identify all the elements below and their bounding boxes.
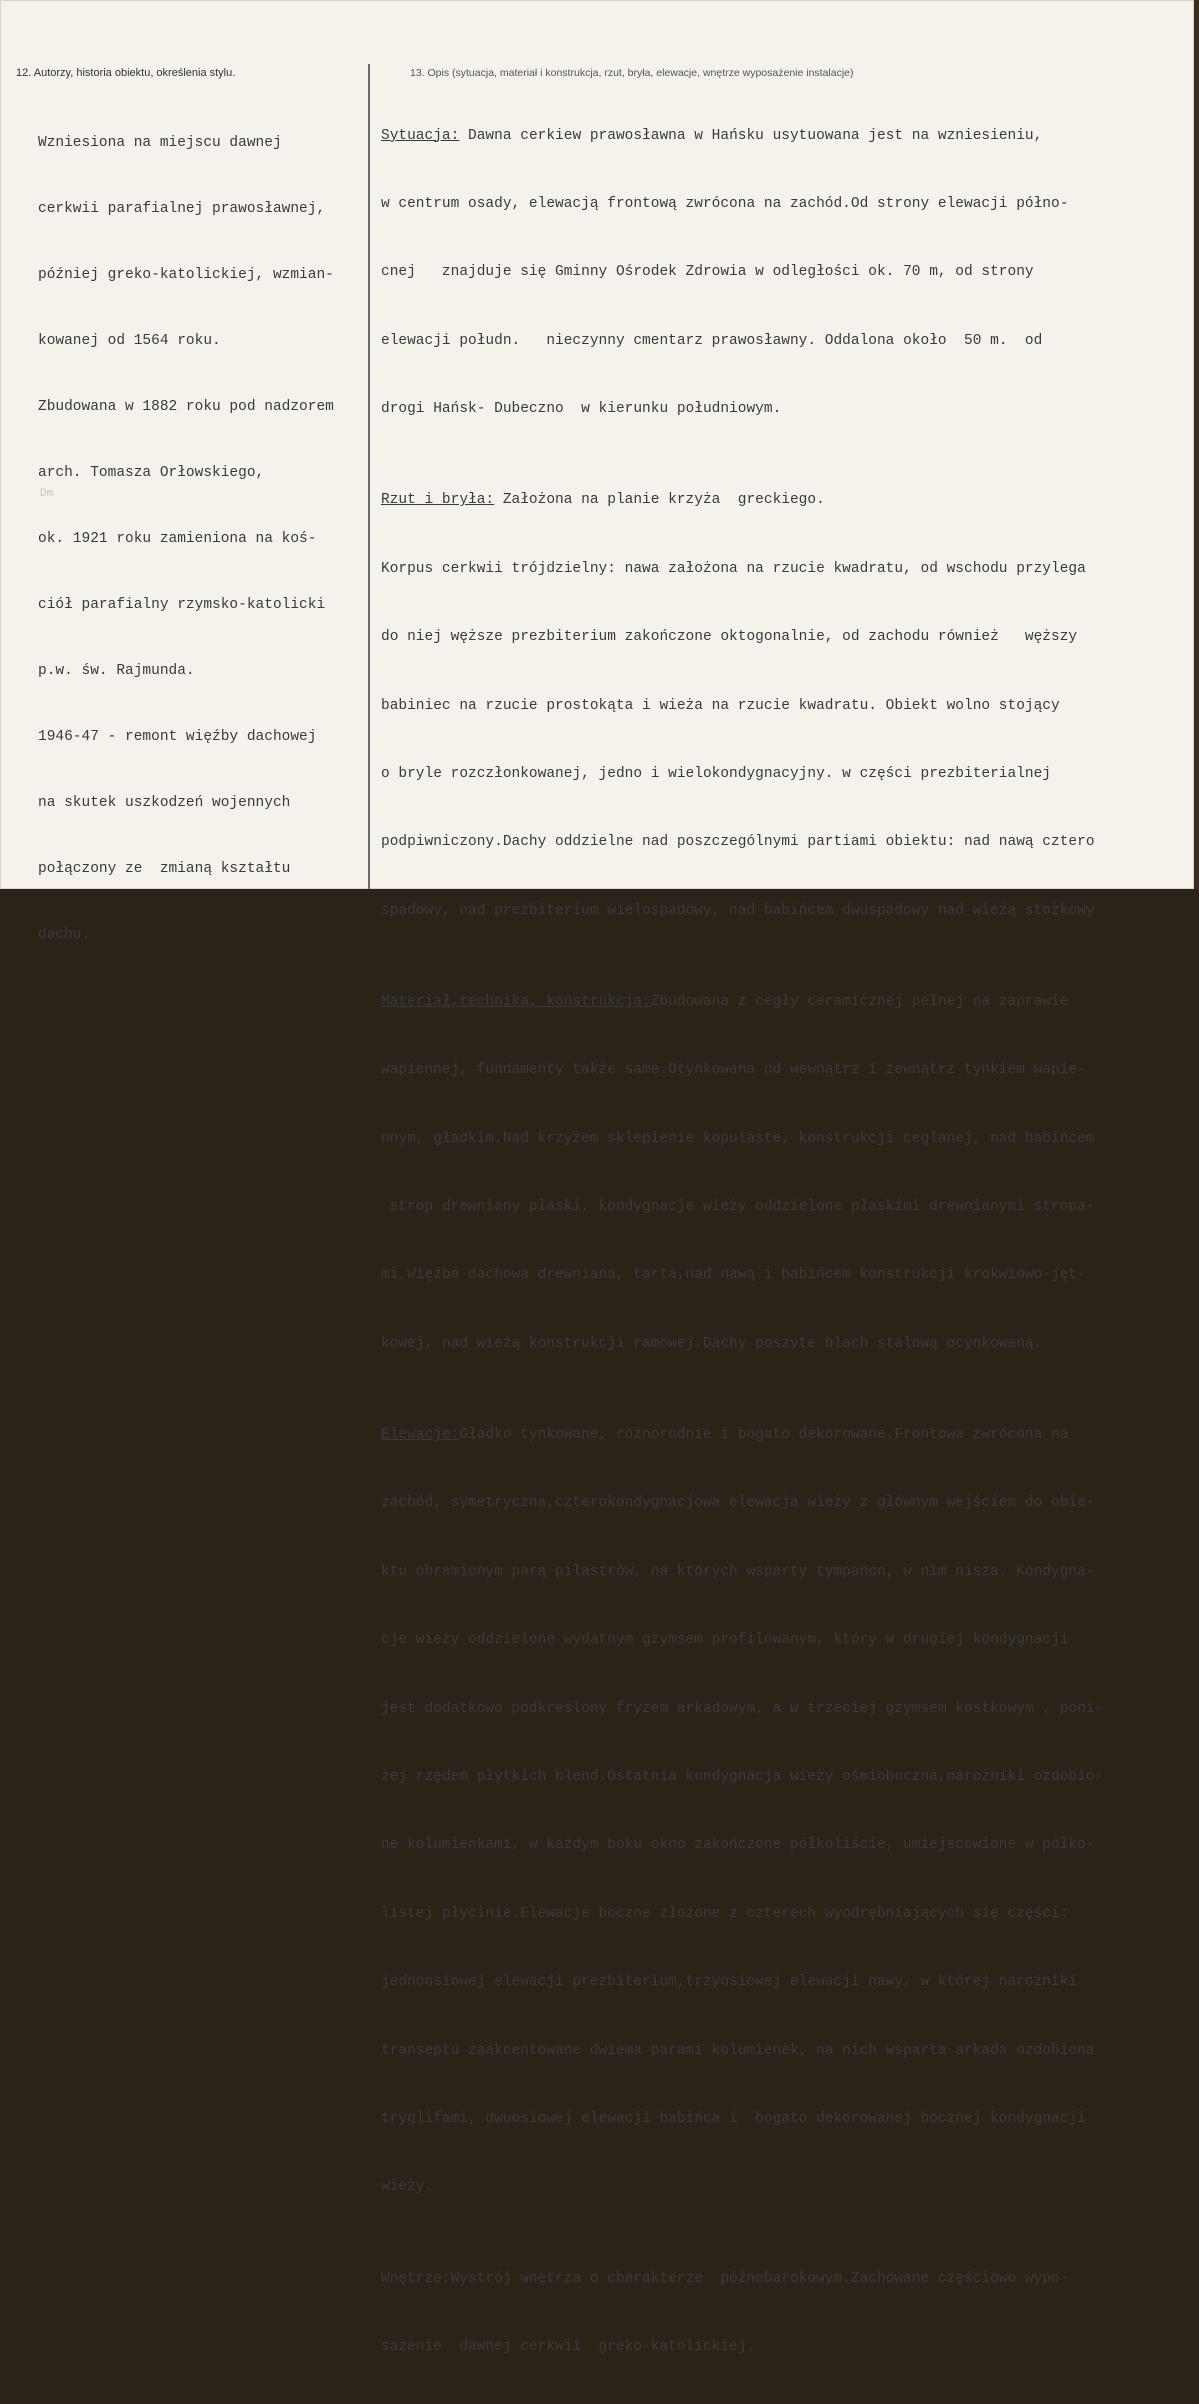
description-line: zachód, symetryczna,czterokondygnacjowa elewacja wieży z głównym wejściem do obie- [381,1495,1095,1512]
description-line: ne kolumienkami, w każdym boku okno zakończone półkoliście, umiejscowione w półko- [381,1837,1095,1854]
description-line: elewacji połudn. nieczynny cmentarz prawosławny. Oddalona około 50 m. od [381,332,1043,349]
description-line: kowej, nad wieżą konstrukcji ramowej.Dachy poszyte blach stalową ocynkowaną. [381,1335,1043,1352]
history-line: na skutek uszkodzeń wojennych [38,795,291,811]
description-line: spadowy, nad prezbiterium wielospadowy, nad babińcem dwuspadowy nad wieżą stożkowy [381,902,1095,919]
section-label-wnetrze: Wnętrze: [381,2270,451,2287]
history-line: kowanej od 1564 roku. [38,333,221,349]
section-label-sytuacja: Sytuacja: [381,127,460,144]
history-line: dachu. [38,927,91,943]
description-line: Rzut i bryła: Założona na planie krzyża greckiego. [381,492,825,509]
faint-mark: Dm [40,488,54,500]
description-line: listej płycinie.Elewacje boczne złożone z czterech wyodrębniających się części: [381,1905,1069,1922]
page-edge [1194,0,1199,889]
section-label-material: Materiał,technika, konstrukcja: [381,993,651,1010]
description-line: cnej znajduje się Gminny Ośrodek Zdrowia w odległości ok. 70 m, od strony [381,264,1034,281]
section-13-header: 13. Opis (sytuacja, materiał i konstrukcja, rzut, bryła, elewacje, wnętrze wyposażenie instalacje) [410,67,854,79]
history-line: 1946-47 - remont więźby dachowej [38,729,317,745]
history-column [38,88,334,990]
description-line: nnym, gładkim.Nad krzyżem sklepienie kopulaste, konstrukcji ceglanej, nad babińcem [381,1130,1095,1147]
section-label-elewacje: Elewacje: [381,1427,460,1444]
section-12-header: 12. Autorzy, historia obiektu, określenia stylu. [16,67,236,79]
history-line: ciół parafialny rzymsko-katolicki [38,597,326,613]
history-line: Wzniesiona na miejscu dawnej [38,135,282,151]
description-line: wapiennej, fundamenty także same.Otynkowana od wewnątrz i zewnątrz tynkiem wapie- [381,1062,1086,1079]
description-line: o bryle rozczłonkowanej, jedno i wielokondygnacyjny. w części prezbiterialnej [381,765,1052,782]
description-line: strop drewniany płaski, kondygnacje wieży oddzielone płaskimi drewnianymi stropa- [381,1199,1095,1216]
description-line: sażenie dawnej cerkwii greko-katolickiej. [381,2338,756,2355]
description-line: drogi Hańsk- Dubeczno w kierunku południowym. [381,401,782,418]
description-line: transeptu zaakcentowane dwiema parami kolumienek, na nich wsparta arkada ozdobiona [381,2042,1095,2059]
history-line: ok. 1921 roku zamieniona na koś- [38,531,317,547]
description-line: Korpus cerkwii trójdzielny: nawa założona na rzucie kwadratu, od wschodu przylega [381,560,1086,577]
description-line: tryglifami, dwuosiowej elewacji babińca i bogato dekorowanej bocznej kondygnacji [381,2110,1086,2127]
history-line: arch. Tomasza Orłowskiego, [38,465,265,481]
description-line: Wnętrze:Wystrój wnętrza o charakterze późnobarokowym.Zachowane częściowo wypo- [381,2270,1069,2287]
history-line: połączony ze zmianą kształtu [38,861,291,877]
description-line: Sytuacja: Dawna cerkiew prawosławna w Hańsku usytuowana jest na wzniesieniu, [381,127,1043,144]
history-line: Zbudowana w 1882 roku pod nadzorem [38,399,334,415]
history-line: p.w. św. Rajmunda. [38,663,195,679]
description-line: ktu obramionym parą pilastrów, na których wsparty tympanon, w nim nisza. Kondygna- [381,1563,1095,1580]
description-line: babiniec na rzucie prostokąta i wieża na rzucie kwadratu. Obiekt wolno stojący [381,697,1060,714]
description-line: Elewacje:Gładko tynkowane, różnorodnie i bogato dekorowane.Frontowa zwrócona na [381,1427,1069,1444]
description-line: żej rzędem płytkich blend.Ostatnia kondygnacja wieży ośmioboczna,narożniki ozdobio- [381,1768,1104,1785]
history-line: cerkwii parafialnej prawosławnej, [38,201,326,217]
description-line: w centrum osady, elewacją frontową zwrócona na zachód.Od strony elewacji półno- [381,195,1069,212]
history-line: później greko-katolickiej, wzmian- [38,267,334,283]
description-line: podpiwniczony.Dachy oddzielne nad poszczególnymi partiami obiektu: nad nawą cztero [381,834,1095,851]
description-line: Materiał,technika, konstrukcja:Zbudowana z cegły ceramicznej pełnej na zaprawie [381,993,1069,1010]
description-line: jest dodatkowo podkreślony fryzem arkadowym, a w trzeciej gzymsem kostkowym , poni- [381,1700,1104,1717]
description-line: mi.Więźba dachowa drewniana, tarta,nad nawą i babińcem konstrukcji krokwiowo-jęt- [381,1267,1086,1284]
description-column [381,79,1103,2404]
description-line: cje wieży oddzielone wydatnym gzymsem profilowanym, który w drugiej kondygnacji [381,1632,1069,1649]
description-line: do niej węższe prezbiterium zakończone oktogonalnie, od zachodu również węższy [381,629,1078,646]
description-line: jednoosiowej elewacji prezbiterium,trzyosiowej elewacji nawy, w której narożniki [381,1974,1078,1991]
description-line: wieży. [381,2179,434,2196]
column-divider [368,64,370,889]
section-label-rzut: Rzut i bryła: [381,492,495,509]
